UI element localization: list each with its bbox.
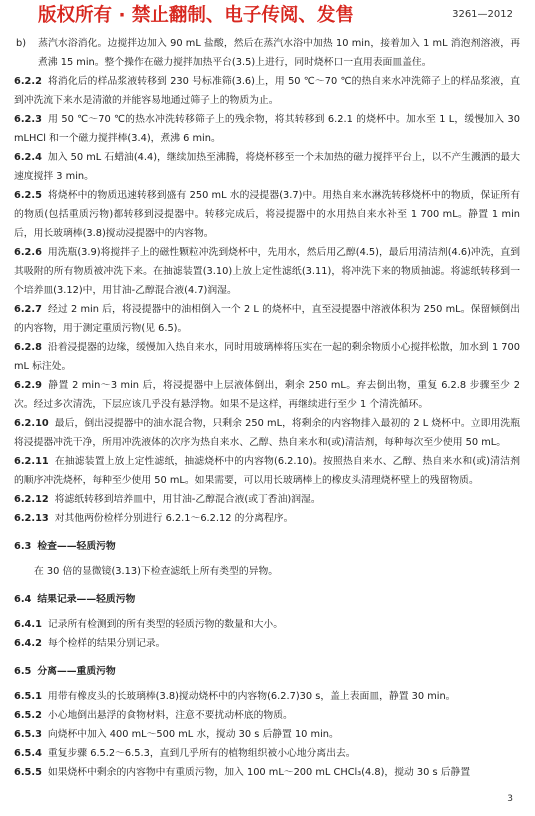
clause-6-5-4: [14, 744, 520, 763]
section-title: 结果记录——轻质污物: [37, 594, 136, 605]
step-b-paragraph: [14, 34, 520, 72]
clause-number: 6.2.2: [14, 76, 42, 87]
page-number: 3: [507, 794, 513, 804]
document-body: [14, 34, 520, 782]
clause-text: 将烧杯中的物质迅速转移到盛有 250 mL 水的浸提器(3.7)中。用热自来水淋洗转移烧杯中的物质，保证所有的物质(包括重质污物)都转移到浸提器中。转移完成后，将浸提器中的水用热自来水补至 1 700 mL。静置 1 min 后，用长玻璃棒(3.8)搅动浸提器中的内容物。: [14, 190, 520, 239]
clause-number: 6.2.8: [14, 342, 42, 353]
section-title: 分离——重质污物: [37, 666, 116, 677]
clause-6-2-6: [14, 243, 520, 300]
clause-6-2-10: [14, 414, 520, 452]
clause-number: 6.2.5: [14, 190, 42, 201]
clause-number: 6.4.1: [14, 619, 42, 630]
clause-text: 沿着浸提器的边缘，缓慢加入热自来水，同时用玻璃棒将压实在一起的剩余物质小心搅拌松散，加水到 1 700 mL 标注处。: [14, 342, 520, 372]
clause-6-2-9: [14, 376, 520, 414]
section-title: 检查——轻质污物: [37, 541, 116, 552]
section-heading-6-4: [14, 590, 520, 609]
clause-number: 6.2.11: [14, 456, 49, 467]
clause-number: 6.5.1: [14, 691, 42, 702]
section-heading-6-5: [14, 662, 520, 681]
standard-code: 3261—2012: [452, 9, 513, 20]
copyright-watermark: 版权所有 · 禁止翻制、电子传阅、发售: [38, 5, 354, 26]
clause-6-5-1: [14, 687, 520, 706]
clause-number: 6.5.3: [14, 729, 42, 740]
clause-6-5-2: [14, 706, 520, 725]
clause-6-2-2: [14, 72, 520, 110]
clause-6-2-7: [14, 300, 520, 338]
clause-text: 向烧杯中加入 400 mL～500 mL 水，搅动 30 s 后静置 10 min。: [47, 729, 339, 740]
clause-text: 对其他两份检样分别进行 6.2.1～6.2.12 的分离程序。: [54, 513, 294, 524]
paragraph-text: 蒸汽水浴消化。边搅拌边加入 90 mL 盐酸，然后在蒸汽水浴中加热 10 min，接着加入 1 mL 消泡剂溶液，再煮沸 15 min。整个操作在磁力搅拌加热平台(3.5)上进行，同时烧杯口一直用表面皿盖住。: [38, 38, 520, 68]
clause-number: 6.2.4: [14, 152, 42, 163]
clause-text: 用 50 ℃～70 ℃的热水冲洗转移筛子上的残余物，将其转移到 6.2.1 的烧杯中。加水至 1 L，缓慢加入 30 mLHCl 和一个磁力搅拌棒(3.4)，煮沸 6 min。: [14, 114, 520, 144]
clause-text: 经过 2 min 后，将浸提器中的油相倒入一个 2 L 的烧杯中，直至浸提器中溶液体积为 250 mL。保留倾倒出的内容物，用于测定重质污物(见 6.5)。: [14, 304, 520, 334]
clause-6-2-13: [14, 509, 520, 528]
clause-number: 6.5.2: [14, 710, 42, 721]
clause-number: 6.4.2: [14, 638, 42, 649]
clause-text: 静置 2 min～3 min 后，将浸提器中上层液体倒出，剩余 250 mL。弃去倒出物，重复 6.2.8 步骤至少 2 次。经过多次清洗，下层应该几乎没有悬浮物。如果不是这样，再继续进行至少 1 个清洗循环。: [14, 380, 520, 410]
clause-text: 重复步骤 6.5.2～6.5.3，直到几乎所有的植物组织被小心地分离出去。: [47, 748, 356, 759]
clause-number: 6.2.10: [14, 418, 49, 429]
clause-6-2-4: [14, 148, 520, 186]
clause-number: 6.2.12: [14, 494, 49, 505]
clause-6-4-1: [14, 615, 520, 634]
section-number: 6.3: [14, 541, 32, 552]
clause-number: 6.2.6: [14, 247, 42, 258]
clause-6-2-3: [14, 110, 520, 148]
clause-number: 6.2.7: [14, 304, 42, 315]
clause-text: 小心地倒出悬浮的食物材料，注意不要扰动杯底的物质。: [47, 710, 293, 721]
clause-6-2-8: [14, 338, 520, 376]
section-number: 6.4: [14, 594, 32, 605]
section-heading-6-3: [14, 537, 520, 556]
clause-number: 6.2.9: [14, 380, 42, 391]
clause-text: 记录所有检测到的所有类型的轻质污物的数量和大小。: [47, 619, 284, 630]
clause-6-5-5: [14, 763, 520, 782]
clause-6-2-12: [14, 490, 520, 509]
clause-text: 每个检样的结果分别记录。: [47, 638, 166, 649]
clause-number: 6.5.4: [14, 748, 42, 759]
list-label: b): [16, 38, 27, 49]
section-number: 6.5: [14, 666, 32, 677]
clause-number: 6.2.13: [14, 513, 49, 524]
clause-text: 如果烧杯中剩余的内容物中有重质污物，加入 100 mL～200 mL CHCl₃(4.8)，搅动 30 s 后静置: [47, 767, 471, 778]
clause-text: 用带有橡皮头的长玻璃棒(3.8)搅动烧杯中的内容物(6.2.7)30 s，盖上表面皿，静置 30 min。: [47, 691, 456, 702]
section-6-3-text: 在 30 倍的显微镜(3.13)下检查滤纸上所有类型的异物。: [34, 566, 279, 577]
clause-text: 将消化后的样品浆液转移到 230 号标准筛(3.6)上，用 50 ℃～70 ℃的热自来水冲洗筛子上的样品浆液，直到冲洗流下来水是清澈的并能容易地通过筛子上的物质为止。: [14, 76, 520, 106]
clause-text: 将滤纸转移到培养皿中，用甘油-乙醇混合液(或丁香油)润湿。: [54, 494, 321, 505]
clause-text: 用洗瓶(3.9)将搅拌子上的磁性颗粒冲洗到烧杯中，先用水，然后用乙醇(4.5)，最后用清洁剂(4.6)冲洗，直到其吸附的所有物质被冲洗下来。在抽滤装置(3.10)上放上定性滤纸(3.11)，将冲洗下来的物质抽滤。将滤纸转移到一个培养皿(3.12)中，用甘油-乙醇混合液(4.7)润湿。: [14, 247, 520, 296]
clause-text: 加入 50 mL 石蜡油(4.4)，继续加热至沸腾，将烧杯移至一个未加热的磁力搅拌平台上，以不产生溅洒的最大速度搅拌 3 min。: [14, 152, 520, 182]
clause-number: 6.2.3: [14, 114, 42, 125]
clause-number: 6.5.5: [14, 767, 42, 778]
clause-6-4-2: [14, 634, 520, 653]
clause-6-2-5: [14, 186, 520, 243]
clause-6-2-11: [14, 452, 520, 490]
clause-6-5-3: [14, 725, 520, 744]
clause-text: 在抽滤装置上放上定性滤纸，抽滤烧杯中的内容物(6.2.10)。按照热自来水、乙醇、热自来水和(或)清洁剂的顺序冲洗烧杯，每种至少使用 50 mL。如果需要，可以用长玻璃棒上的橡皮头清理烧杯壁上的残留物质。: [14, 456, 520, 486]
clause-text: 最后，倒出浸提器中的油水混合物，只剩余 250 mL，将剩余的内容物排入最初的 2 L 烧杯中。立即用洗瓶将浸提器冲洗干净，所用冲洗液体的次序为热自来水、乙醇、热自来水和(或)清洁剂，每种每次至少使用 50 mL。: [14, 418, 520, 448]
